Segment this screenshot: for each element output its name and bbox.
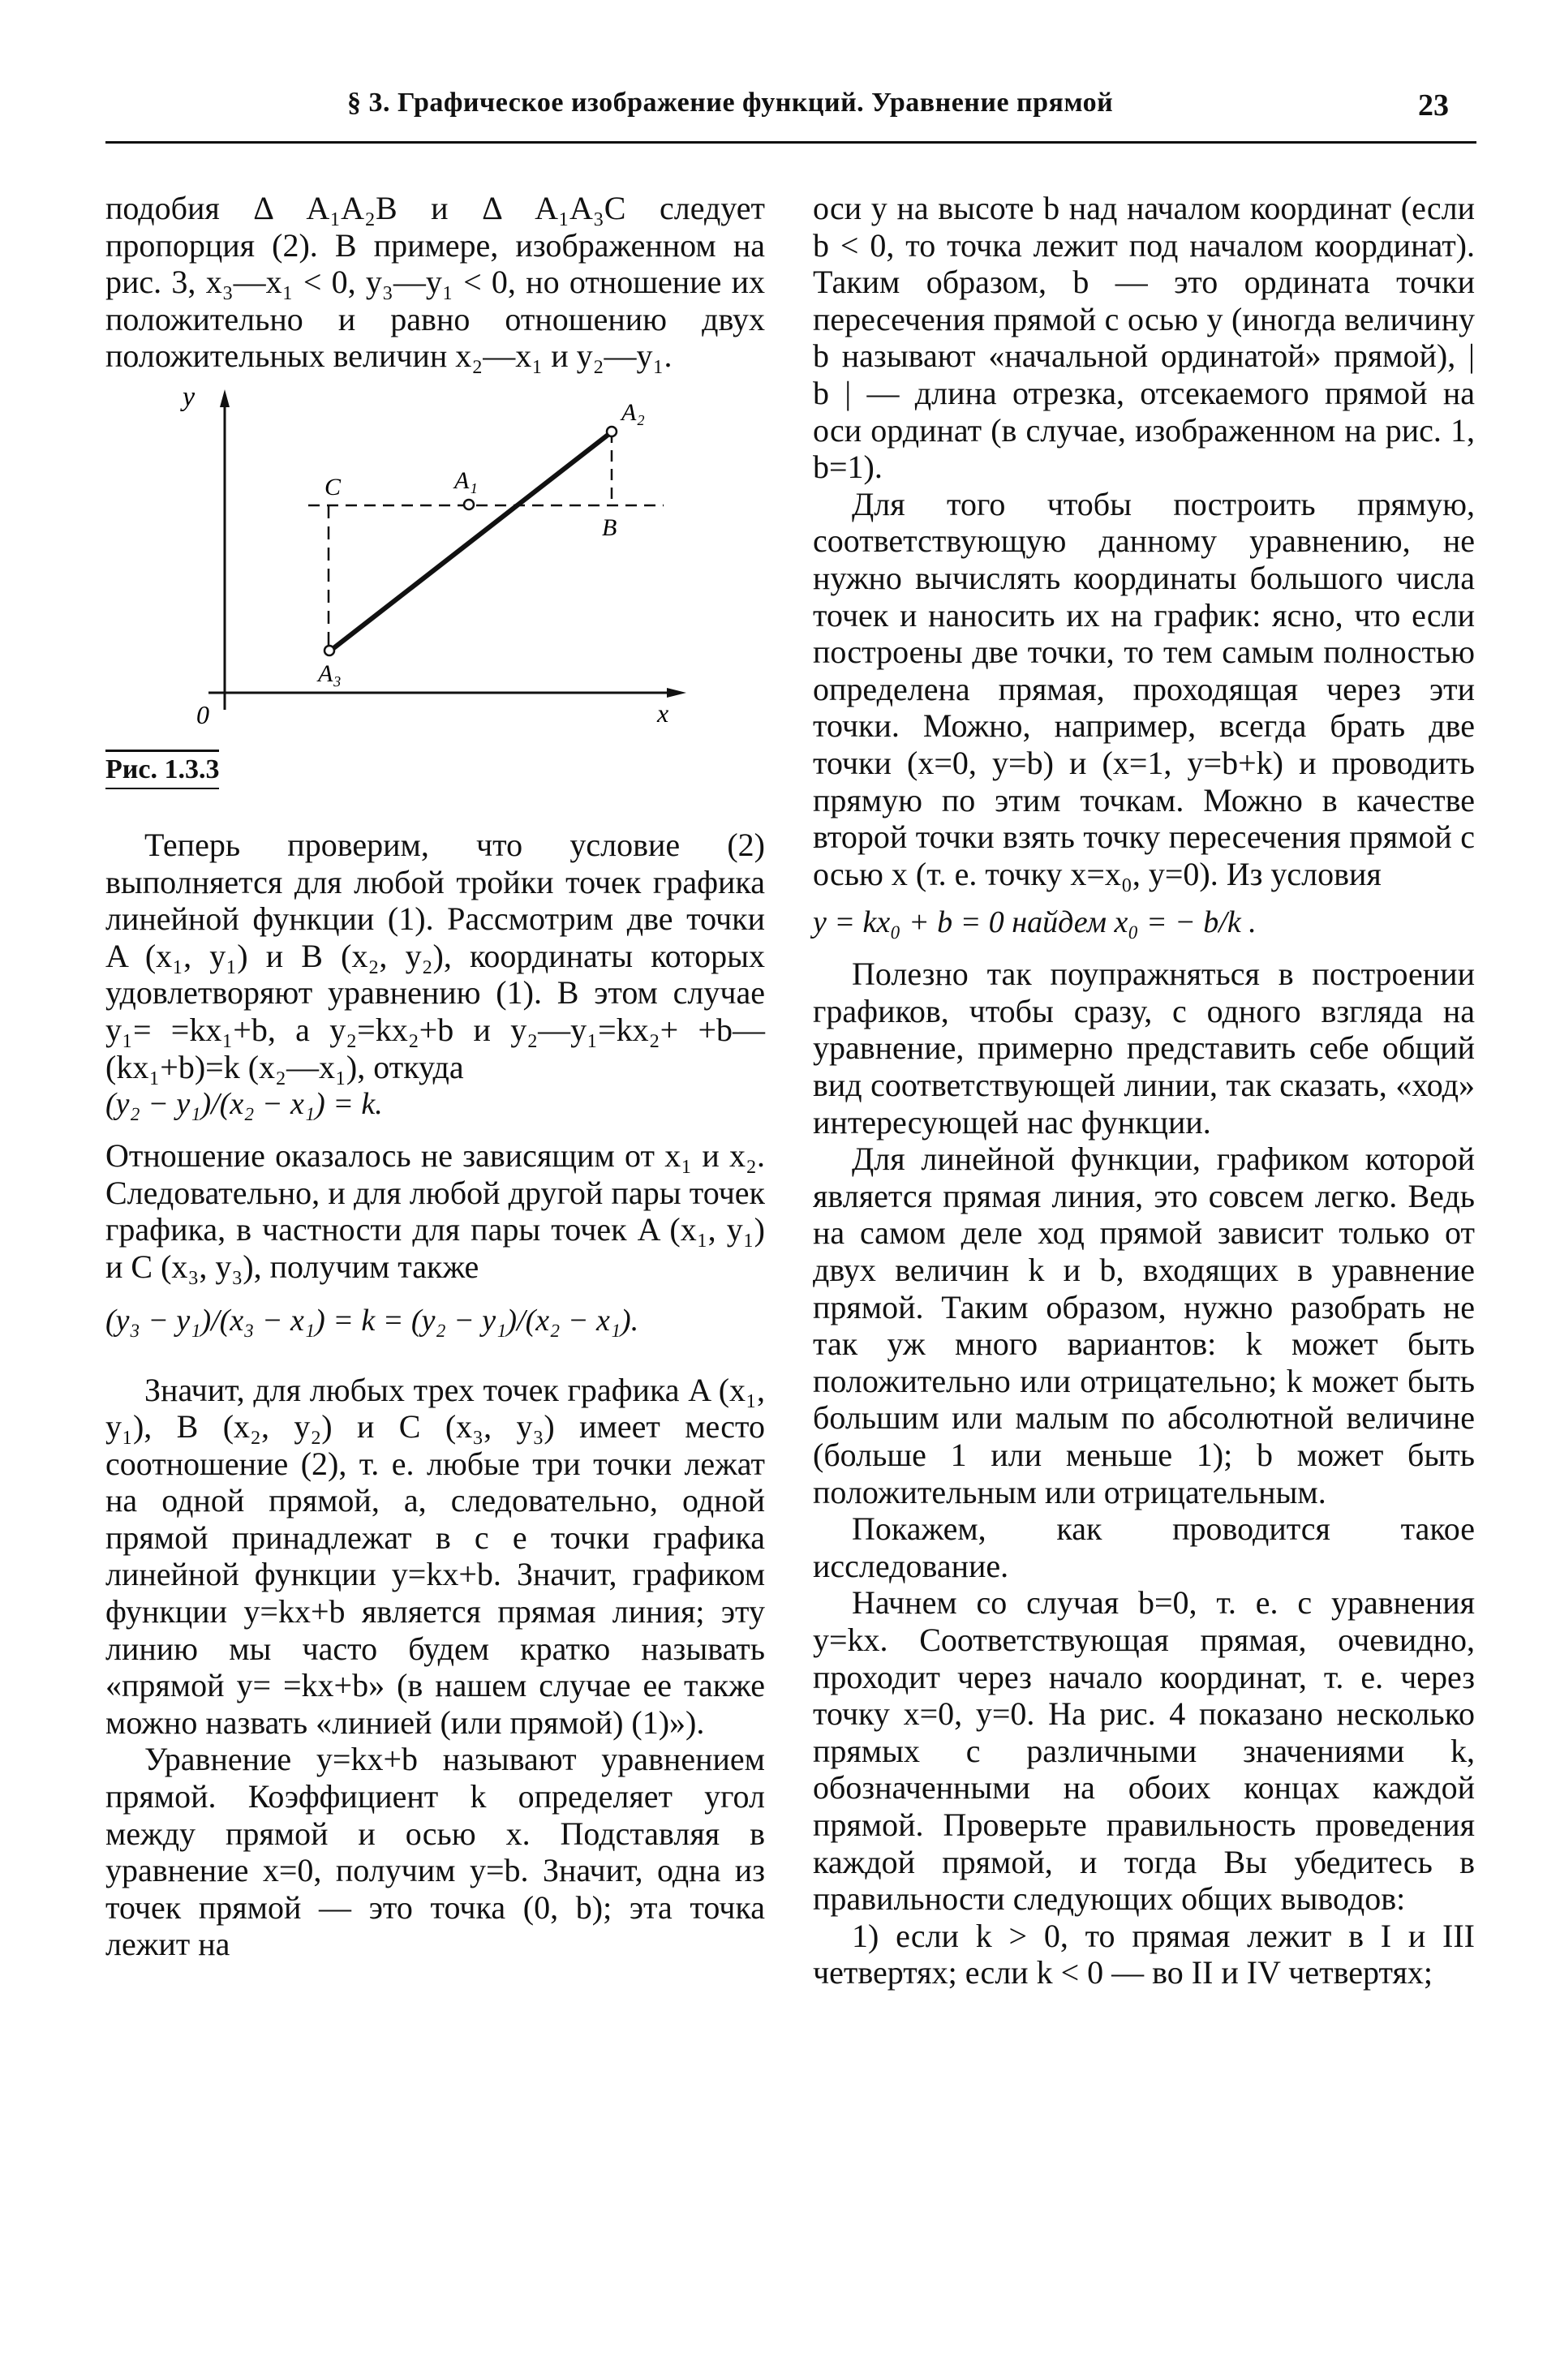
point-a1 bbox=[464, 500, 474, 509]
label-a2: A₂ bbox=[621, 398, 645, 426]
label-y: y bbox=[183, 381, 196, 412]
paragraph: 1) если k > 0, то прямая лежит в I и III четвертях; если k < 0 — во II и IV четвертях; bbox=[813, 1917, 1475, 1991]
paragraph: Для линейной функции, графиком которой является прямая линия, это совсем легко. Ведь на самом деле ход прямой зависит только от двух величин k и b, входящих в уравнение прямой. Таким образом, нужно разобрать не так уж много вариантов: k может быть положительно или отрицательно; k может быть большим или малым по абсолютной величине (больше 1 или меньше 1); b может быть положительным или отрицательным. bbox=[813, 1141, 1475, 1510]
x-axis-arrow bbox=[667, 688, 686, 698]
point-a2 bbox=[607, 427, 617, 436]
paragraph: Отношение оказалось не зависящим от x₁ и x₂. Следовательно, и для любой другой пары точек графика, в частности для пары точек A (x₁, y₁) и C (x₃, y₃), получим также bbox=[105, 1137, 765, 1285]
paragraph: подобия Δ A₁A₂B и Δ A₁A₃C следует пропорция (2). В примере, изображенном на рис. 3, x₃—x₁ < 0, y₃—y₁ < 0, но отношение их положительно и равно отношению двух положительных величин x₂—x₁ и y₂—y₁. bbox=[105, 190, 765, 375]
label-a1: A₁ bbox=[454, 466, 478, 494]
label-c: C bbox=[324, 473, 342, 500]
label-a3: A₃ bbox=[318, 659, 342, 687]
line-a3-a2 bbox=[333, 433, 610, 649]
page-number: 23 bbox=[1418, 88, 1449, 122]
paragraph: оси y на высоте b над началом координат (если b < 0, то точка лежит под началом координат). Таким образом, b — это ордината точки пересечения прямой с осью y (иногда величину b называют «начальной ординатой» прямой), | b | — длина отрезка, отсекаемого прямой на оси ординат (в случае, изображенном на рис. 1, b=1). bbox=[813, 190, 1475, 486]
graph-figure bbox=[105, 381, 765, 745]
formula: y = kx₀ + b = 0 найдем x₀ = − b/k . bbox=[813, 905, 1257, 940]
paragraph: Начнем со случая b=0, т. е. с уравнения y=kx. Соответствующая прямая, очевидно, проходит через начало координат, т. е. через точку x=0, y=0. На рис. 4 показано несколько прямых с различными значениями k, обозначенными на обоих концах каждой прямой. Проверьте правильность проведения каждой прямой, и тогда Вы убедитесь в правильности следующих общих выводов: bbox=[813, 1584, 1475, 1918]
label-o: 0 bbox=[196, 699, 209, 729]
section-title: § 3. Графическое изображение функций. Уравнение прямой bbox=[347, 88, 1114, 118]
paragraph: Теперь проверим, что условие (2) выполняется для любой тройки точек графика линейной функции (1). Рассмотрим две точки A (x₁, y₁) и B (x₂, y₂), координаты которых удовлетворяют уравнению (1). В этом случае y₁= =kx₁+b, а y₂=kx₂+b и y₂—y₁=kx₂+ +b—(kx₁+b)=k (x₂—x₁), откуда bbox=[105, 826, 765, 1085]
header-rule bbox=[105, 141, 1476, 144]
label-x: x bbox=[657, 698, 669, 728]
paragraph: Значит, для любых трех точек графика A (x₁, y₁), B (x₂, y₂) и C (x₃, y₃) имеет место соотношение (2), т. е. любые три точки лежат на одной прямой, а, следовательно, одной прямой принадлежат в с е точки графика линейной функции y=kx+b. Значит, графиком функции y=kx+b является прямая линия; эту линию мы часто будем кратко называть «прямой y= =kx+b» (в нашем случае ее также можно назвать «линией (или прямой) (1)»). bbox=[105, 1371, 765, 1741]
point-a3 bbox=[324, 646, 334, 655]
right-column bbox=[813, 190, 1475, 1991]
paragraph: Для того чтобы построить прямую, соответствующую данному уравнению, не нужно вычислять координаты большого числа точек и наносить их на график: ясно, что если построены две точки, то тем самым полностью определена прямая, проходящая через эти точки. Можно, например, всегда брать две точки (x=0, y=b) и (x=1, y=b+k) и проводить прямую по этим точкам. Можно в качестве второй точки взять точку пересечения прямой с осью x (т. е. точку x=x₀, y=0). Из условия bbox=[813, 485, 1475, 892]
formula: (y₃ − y₁)/(x₃ − x₁) = k = (y₂ − y₁)/(x₂ − x₁). bbox=[105, 1303, 639, 1338]
paragraph: Уравнение y=kx+b называют уравнением прямой. Коэффициент k определяет угол между прямой и осью x. Подставляя в уравнение x=0, получим y=b. Значит, одна из точек прямой — это точка (0, b); эта точка лежит на bbox=[105, 1741, 765, 1963]
running-header bbox=[105, 88, 1476, 136]
left-column bbox=[105, 190, 765, 1963]
paragraph: Покажем, как проводится такое исследование. bbox=[813, 1510, 1475, 1584]
paragraph: Полезно так поупражняться в построении графиков, чтобы сразу, с одного взгляда на уравнение, примерно представить себе общий вид соответствующей линии, так сказать, «ход» интересующей нас функции. bbox=[813, 956, 1475, 1141]
figure-1-3-3 bbox=[105, 375, 765, 738]
figure-caption: Рис. 1.3.3 bbox=[105, 750, 219, 789]
label-b: B bbox=[602, 513, 617, 541]
y-axis-arrow bbox=[220, 389, 230, 407]
formula: (y₂ − y₁)/(x₂ − x₁) = k. bbox=[105, 1087, 383, 1122]
